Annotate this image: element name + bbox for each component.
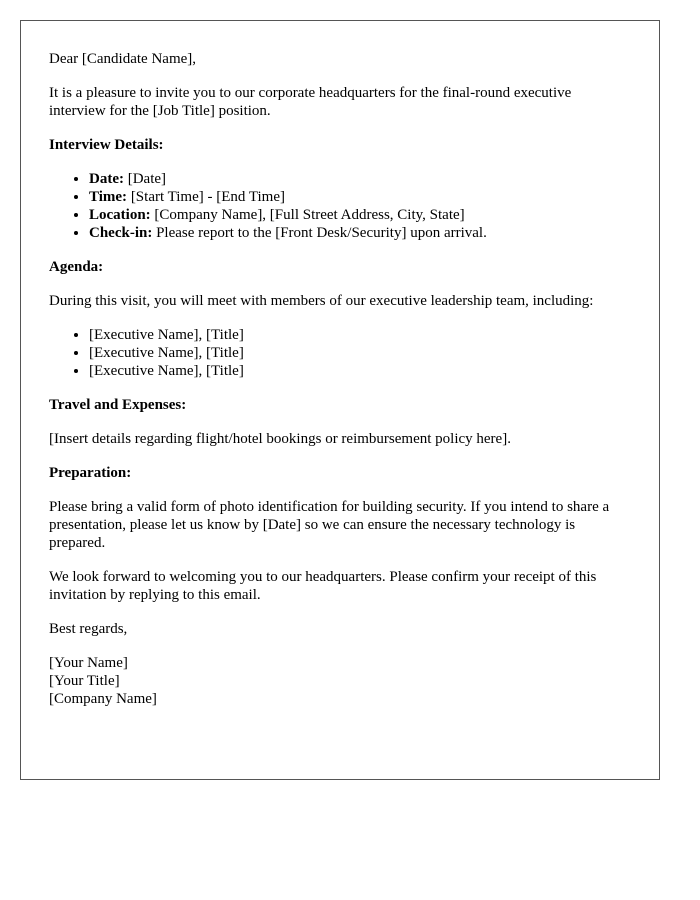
detail-label: Date: <box>89 171 124 187</box>
detail-time <box>89 188 631 206</box>
signature-title: [Your Title] <box>49 673 120 689</box>
detail-value: [Date] <box>123 171 167 187</box>
agenda-item: • [Executive Name], [Title] <box>89 326 631 344</box>
travel-text: [Insert details regarding flight/hotel bookings or reimbursement policy here]. <box>49 431 511 447</box>
signature-name: [Your Name] <box>49 655 128 671</box>
intro-paragraph: It is a pleasure to invite you to our corporate headquarters for the final-round executive interview for the [Job Title] position. <box>49 85 572 119</box>
agenda-list <box>49 326 631 380</box>
preparation-text: Please bring a valid form of photo identification for building security. If you intend to share a presentation, please let us know by [Date] so we can ensure the necessary technology is prepared. <box>49 499 610 551</box>
agenda-item: • [Executive Name], [Title] <box>89 344 631 362</box>
detail-label: Location: <box>89 207 151 223</box>
detail-label: Time: <box>89 189 128 205</box>
detail-value: Please report to the [Front Desk/Security] upon arrival. <box>152 225 487 241</box>
agenda-item: • [Executive Name], [Title] <box>89 362 631 380</box>
agenda-heading: Agenda: <box>49 259 104 275</box>
detail-date <box>89 170 631 188</box>
preparation-heading: Preparation: <box>49 465 132 481</box>
detail-label: Check-in: <box>89 225 153 241</box>
signature-company: [Company Name] <box>49 691 157 707</box>
detail-location <box>89 206 631 224</box>
interview-details-list <box>49 170 631 242</box>
sign-off: Best regards, <box>49 621 128 637</box>
detail-value: [Start Time] - [End Time] <box>127 189 285 205</box>
travel-heading: Travel and Expenses: <box>49 397 187 413</box>
agenda-text: During this visit, you will meet with members of our executive leadership team, including: <box>49 293 594 309</box>
invitation-letter <box>20 20 660 780</box>
signature-block <box>49 654 631 708</box>
closing-paragraph: We look forward to welcoming you to our headquarters. Please confirm your receipt of this invitation by replying to this email. <box>49 569 597 603</box>
greeting: Dear [Candidate Name], <box>49 51 197 67</box>
interview-details-heading: Interview Details: <box>49 137 164 153</box>
detail-check-in <box>89 224 631 242</box>
detail-value: [Company Name], [Full Street Address, City, State] <box>150 207 465 223</box>
